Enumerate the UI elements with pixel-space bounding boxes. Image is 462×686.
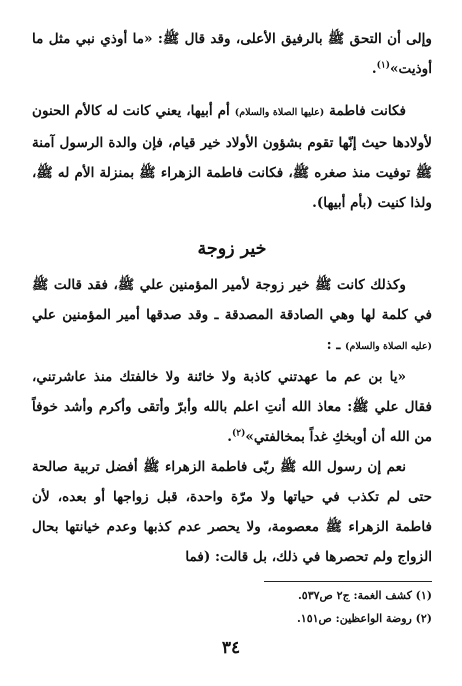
- footnote-ref-1: (١): [376, 60, 390, 71]
- footnote-2: (٢) روضة الواعظين: ص١٥١.: [296, 612, 432, 625]
- paragraph-2-text-b: أم أبيها، يعني كانت له كالأم الحنون لأولادها حيث إنّها تقوم بشؤون الأولاد خير قيام، فإن والدة الرسول آمنة ﷺ توفيت منذ صغره ﷺ، فكانت فاطمة الزهراء ﷺ بمنزلة الأم له ﷺ، ولذا كنيت (بأم أبيها).: [32, 103, 432, 211]
- paragraph-1: [32, 24, 432, 84]
- section-heading: خير زوجة: [197, 239, 267, 259]
- honorific-small-2: (عليه الصلاة والسلام): [345, 341, 432, 352]
- footnote-ref-2: (٢): [231, 428, 246, 439]
- paragraph-5: نعم إن رسول الله ﷺ ربّى فاطمة الزهراء ﷺ أفضل تربية صالحة حتى لم تكذب في حياتها ولا مرّة واحدة، قبل زواجها أو بعده، لأن فاطمة الزهراء ﷺ معصومة، ولا يحصر عدم كذبها وعدم خيانتها بحال الزواج ولم تحصرها في ذلك، بل قالت: (فما: [32, 459, 432, 565]
- paragraph-1-end: .: [371, 61, 377, 77]
- paragraph-4-end: .: [227, 429, 232, 445]
- footnotes: [32, 584, 432, 630]
- paragraph-3-text-a: وكذلك كانت ﷺ خير زوجة لأمير المؤمنين علي ﷺ، فقد قالت ﷺ في كلمة لها وهي الصادقة المصدقة ـ وقد صدقها أمير المؤمنين علي: [32, 277, 432, 323]
- paragraph-4-quote: [32, 362, 432, 452]
- paragraph-1-text: وإلى أن التحق ﷺ بالرفيق الأعلى، وقد قال ﷺ: «ما أوذي نبي مثل ما أوذيت»: [32, 31, 432, 77]
- honorific-small-1: (عليها الصلاة والسلام): [234, 107, 325, 118]
- page-number: ٣٤: [221, 638, 241, 658]
- paragraph-3: [32, 270, 432, 362]
- paragraph-2-text-a: فكانت فاطمة: [324, 103, 407, 119]
- footnote-1: (١) كشف الغمة: ج٢ ص٥٣٧.: [297, 589, 432, 602]
- paragraph-3-text-b: ـ :: [326, 337, 346, 353]
- quote-text: «يا بن عم ما عهدتني كاذبة ولا خائنة ولا خالفتك منذ عاشرتني، فقال علي ﷺ: معاذ الله أنتِ اعلم بالله وأبرّ وأتقى وأكرم وأشد خوفاً من الله أن أوبخكِ غداً بمخالفتي»: [32, 369, 432, 445]
- main-text: [32, 24, 432, 572]
- paragraph-2: [32, 96, 432, 218]
- footnote-divider: [264, 581, 432, 582]
